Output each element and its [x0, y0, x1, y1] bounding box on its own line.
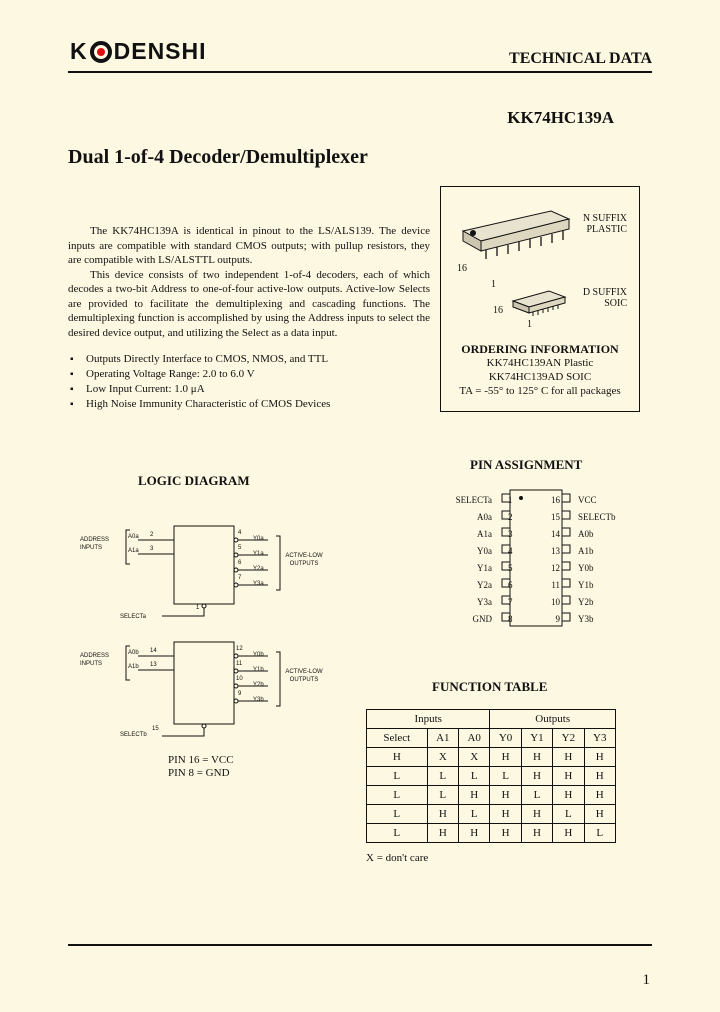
footer-divider — [68, 944, 652, 946]
pin-name: Y0b — [578, 563, 594, 573]
table-cell: H — [553, 767, 584, 786]
pin-number: 12 — [551, 563, 560, 573]
a1a-label: A1a — [128, 548, 139, 554]
pin-number: 8 — [508, 614, 513, 624]
pin-number: 2 — [508, 512, 513, 522]
active-low-b-label: ACTIVE-LOW OUTPUTS — [285, 669, 323, 683]
a0b-label: A0b — [128, 650, 139, 656]
d-type: SOIC — [604, 298, 627, 309]
table-cell: L — [367, 805, 428, 824]
table-cell: L — [458, 767, 489, 786]
table-row — [367, 786, 616, 805]
pin-name: Y3b — [578, 614, 594, 624]
column-header-row — [367, 729, 616, 748]
pin-number: 6 — [508, 580, 513, 590]
table-row — [367, 748, 616, 767]
table-cell: H — [584, 786, 615, 805]
table-row — [367, 824, 616, 843]
pin-1-label: 1 — [196, 605, 200, 611]
pin-number: 3 — [508, 529, 513, 539]
ordering-information — [440, 342, 640, 398]
soic-package-icon — [513, 291, 565, 316]
table-cell: L — [367, 767, 428, 786]
outputs-group-header: Outputs — [490, 710, 616, 729]
pin-12-label: 12 — [236, 646, 243, 652]
logic-diagram-heading: LOGIC DIAGRAM — [138, 473, 250, 488]
pin-7-label: 7 — [238, 575, 242, 581]
table-cell: H — [490, 805, 521, 824]
description-para-2: This device consists of two independent 1-of-4 decoders, each of which decodes a two-bit Address to one-of-four active-low outputs. Active-low Selects are provided to facilitate the demultiplexing and cascading functions. The demultiplexing function is accomplished by using the Address inputs to select the desired device output, and utilizing the Select as a data input. — [68, 268, 430, 339]
y0a-label: Y0a — [253, 536, 264, 542]
pin-number: 10 — [551, 597, 560, 607]
logo-text-right: DENSHI — [113, 38, 207, 64]
logo-text-left: K — [70, 38, 88, 64]
pin-9-label: 9 — [238, 691, 242, 697]
pin-13-label: 13 — [150, 662, 157, 668]
y2b-label: Y2b — [253, 682, 264, 688]
address-inputs-a-label: ADDRESS INPUTS — [80, 537, 110, 551]
table-cell: H — [490, 748, 521, 767]
table-cell: L — [427, 767, 458, 786]
technical-data-label: TECHNICAL DATA — [509, 50, 652, 67]
column-header: Y0 — [490, 729, 521, 748]
pin-name: SELECTb — [578, 512, 616, 522]
pin-name: A1b — [578, 546, 594, 556]
pin-6-label: 6 — [238, 560, 242, 566]
pin-name: A0b — [578, 529, 594, 539]
pin-15-label: 15 — [152, 726, 159, 732]
dip-pin1-label: 1 — [491, 279, 496, 290]
pin-14-label: 14 — [150, 648, 157, 654]
table-cell: L — [367, 786, 428, 805]
table-row — [367, 767, 616, 786]
dip-package-icon — [463, 211, 569, 259]
table-cell: H — [584, 805, 615, 824]
table-cell: L — [490, 767, 521, 786]
description — [68, 224, 430, 340]
pin-2-label: 2 — [150, 532, 154, 538]
pin-number: 15 — [551, 512, 560, 522]
power-pin-notes — [168, 754, 234, 780]
n-type: PLASTIC — [586, 224, 627, 235]
column-header: A0 — [458, 729, 489, 748]
table-cell: L — [553, 805, 584, 824]
pin-number: 16 — [551, 495, 560, 505]
pin-name: Y1a — [477, 563, 492, 573]
d-suffix-label — [583, 287, 627, 309]
pin-3-label: 3 — [150, 546, 154, 552]
ordering-line-2: KK74HC139AD SOIC — [488, 371, 592, 383]
table-cell: H — [553, 748, 584, 767]
table-cell: H — [490, 786, 521, 805]
pin-assignment-heading: PIN ASSIGNMENT — [470, 457, 583, 472]
pin-name: Y2a — [477, 580, 492, 590]
dont-care-note: X = don't care — [366, 852, 429, 864]
y3b-label: Y3b — [253, 697, 264, 703]
n-suffix-label — [583, 213, 627, 235]
pin8-note: PIN 8 = GND — [168, 767, 230, 779]
table-cell: H — [521, 824, 552, 843]
table-cell: H — [521, 805, 552, 824]
table-cell: H — [521, 767, 552, 786]
pin-name: VCC — [578, 495, 597, 505]
pin-number: 1 — [508, 495, 513, 505]
feature-item: ▪ Low Input Current: 1.0 μA — [68, 382, 330, 397]
pin-name: SELECTa — [455, 495, 492, 505]
pin-name: Y0a — [477, 546, 492, 556]
pin-right-names — [578, 492, 648, 628]
table-cell: H — [427, 805, 458, 824]
header-divider — [68, 71, 652, 73]
column-header: Y2 — [553, 729, 584, 748]
soic-pin1-label: 1 — [527, 319, 532, 330]
pin-number: 13 — [551, 546, 560, 556]
column-header: Select — [367, 729, 428, 748]
table-cell: H — [490, 824, 521, 843]
function-table-heading: FUNCTION TABLE — [432, 679, 548, 694]
feature-item: ▪ Operating Voltage Range: 2.0 to 6.0 V — [68, 367, 330, 382]
description-para-1: The KK74HC139A is identical in pinout to the LS/ALS139. The device inputs are compatible with standard CMOS outputs; with pullup resistors, they are compatible with LS/ALSTTL outputs. — [68, 225, 430, 266]
pin-10-label: 10 — [236, 676, 243, 682]
table-cell: L — [367, 824, 428, 843]
feature-item: ▪ Outputs Directly Interface to CMOS, NMOS, and TTL — [68, 352, 330, 367]
pin-number: 11 — [551, 580, 560, 590]
pin-name: Y1b — [578, 580, 594, 590]
table-cell: H — [553, 786, 584, 805]
pin-left-numbers — [508, 492, 522, 628]
table-cell: X — [458, 748, 489, 767]
y1b-label: Y1b — [253, 667, 264, 673]
table-cell: H — [458, 824, 489, 843]
select-a-label: SELECTa — [120, 614, 147, 620]
y3a-label: Y3a — [253, 581, 264, 587]
table-cell: H — [584, 748, 615, 767]
company-logo — [70, 38, 207, 65]
ordering-line-1: KK74HC139AN Plastic — [486, 357, 594, 369]
pin-left-names — [430, 492, 492, 628]
table-cell: X — [427, 748, 458, 767]
pin-name: GND — [472, 614, 492, 624]
column-header: Y3 — [584, 729, 615, 748]
table-cell: L — [458, 805, 489, 824]
pin-number: 7 — [508, 597, 513, 607]
y1a-label: Y1a — [253, 551, 264, 557]
logo-mark-icon — [90, 41, 112, 63]
soic-pin16-label: 16 — [493, 305, 503, 316]
pin-name: Y2b — [578, 597, 594, 607]
a0a-label: A0a — [128, 534, 139, 540]
function-table — [366, 709, 616, 843]
table-cell: H — [458, 786, 489, 805]
table-cell: H — [367, 748, 428, 767]
pin-number: 5 — [508, 563, 513, 573]
pin-number: 14 — [551, 529, 560, 539]
a1b-label: A1b — [128, 664, 139, 670]
n-suffix: N SUFFIX — [582, 213, 627, 224]
pin-11-label: 11 — [236, 661, 243, 667]
feature-list — [68, 352, 330, 412]
part-number: KK74HC139A — [507, 108, 614, 127]
page-number: 1 — [642, 972, 650, 988]
pin-5-label: 5 — [238, 545, 242, 551]
y0b-label: Y0b — [253, 652, 264, 658]
active-low-a-label: ACTIVE-LOW OUTPUTS — [285, 553, 323, 567]
pin-4-label: 4 — [238, 530, 242, 536]
dip-pin16-label: 16 — [457, 263, 467, 274]
pin-number: 4 — [508, 546, 513, 556]
table-cell: H — [584, 767, 615, 786]
column-header: Y1 — [521, 729, 552, 748]
pin16-note: PIN 16 = VCC — [168, 754, 234, 766]
package-illustrations — [441, 187, 639, 337]
column-header: A1 — [427, 729, 458, 748]
pin-name: A0a — [477, 512, 492, 522]
pin-number: 9 — [555, 614, 560, 624]
address-inputs-b-label: ADDRESS INPUTS — [80, 653, 110, 667]
pin-right-numbers — [542, 492, 560, 628]
table-cell: H — [521, 748, 552, 767]
table-cell: H — [553, 824, 584, 843]
table-cell: L — [427, 786, 458, 805]
table-row — [367, 805, 616, 824]
ordering-temp: TA = -55° to 125° C for all packages — [459, 385, 621, 397]
feature-item: ▪ High Noise Immunity Characteristic of CMOS Devices — [68, 397, 330, 412]
select-b-label: SELECTb — [120, 732, 147, 738]
table-cell: L — [521, 786, 552, 805]
table-cell: H — [427, 824, 458, 843]
pin-name: A1a — [477, 529, 492, 539]
pin-name: Y3a — [477, 597, 492, 607]
ordering-heading: ORDERING INFORMATION — [461, 342, 619, 356]
table-cell: L — [584, 824, 615, 843]
page-title: Dual 1-of-4 Decoder/Demultiplexer — [68, 146, 368, 168]
y2a-label: Y2a — [253, 566, 264, 572]
inputs-group-header: Inputs — [367, 710, 490, 729]
d-suffix: D SUFFIX — [582, 287, 627, 298]
